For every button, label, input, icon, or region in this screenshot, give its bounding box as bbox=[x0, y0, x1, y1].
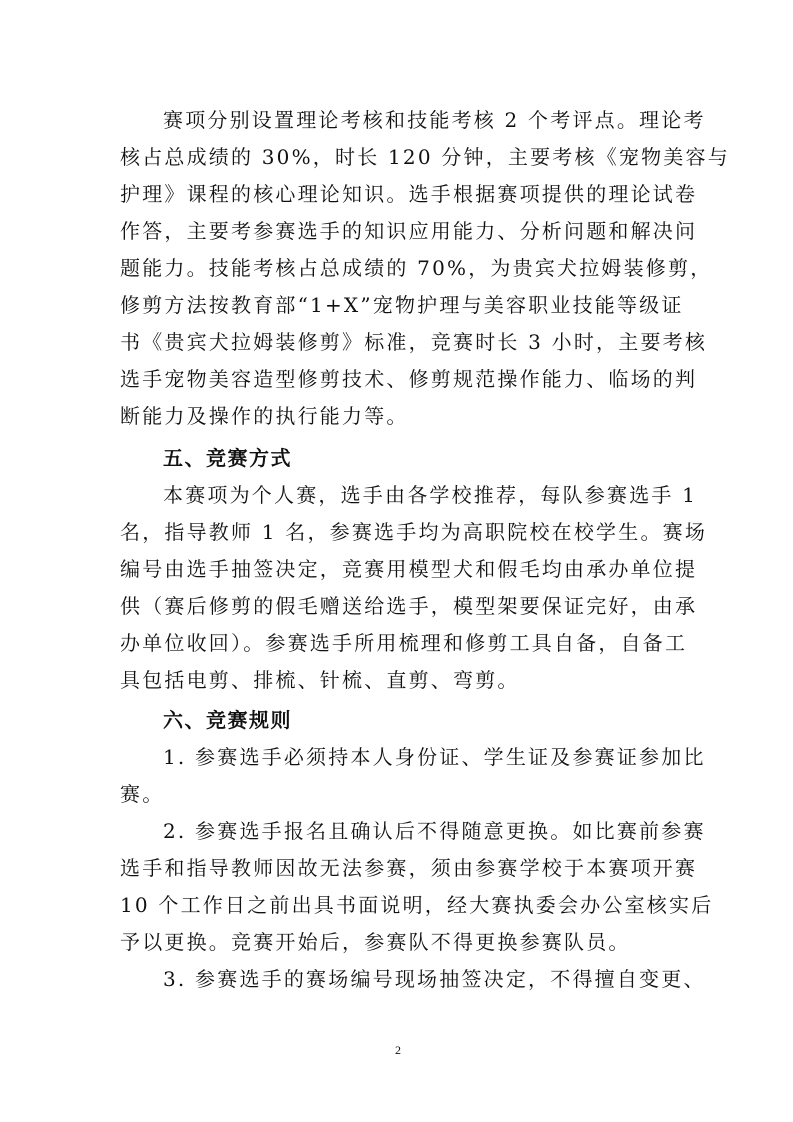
paragraph-line: 断能力及操作的执行能力等。 bbox=[120, 404, 409, 428]
section-heading: 六、竞赛规则 bbox=[163, 708, 292, 732]
paragraph-line: 赛项分别设置理论考核和技能考核 2 个考评点。理论考 bbox=[163, 108, 706, 132]
paragraph-line: 核占总成绩的 30%，时长 120 分钟，主要考核《宠物美容与 bbox=[120, 145, 730, 169]
paragraph-line: 具包括电剪、排梳、针梳、直剪、弯剪。 bbox=[120, 668, 520, 692]
paragraph-line: 办单位收回）。参赛选手所用梳理和修剪工具自备，自备工 bbox=[120, 631, 688, 655]
paragraph-line: 1. 参赛选手必须持本人身份证、学生证及参赛证参加比 bbox=[163, 745, 706, 769]
paragraph-line: 2. 参赛选手报名且确认后不得随意更换。如比赛前参赛 bbox=[163, 819, 706, 843]
paragraph-line: 书《贵宾犬拉姆装修剪》标准，竞赛时长 3 小时，主要考核 bbox=[120, 330, 708, 354]
paragraph-line: 修剪方法按教育部“1+X”宠物护理与美容职业技能等级证 bbox=[120, 293, 684, 317]
paragraph-line: 供（赛后修剪的假毛赠送给选手，模型架要保证完好，由承 bbox=[120, 594, 698, 618]
section-heading: 五、竞赛方式 bbox=[163, 446, 292, 470]
page-number: 2 bbox=[395, 1043, 401, 1057]
paragraph-line: 本赛项为个人赛，选手由各学校推荐，每队参赛选手 1 bbox=[163, 483, 698, 507]
paragraph-line: 名，指导教师 1 名，参赛选手均为高职院校在校学生。赛场 bbox=[120, 520, 708, 544]
paragraph-line: 护理》课程的核心理论知识。选手根据赛项提供的理论试卷 bbox=[120, 182, 698, 206]
paragraph-line: 赛。 bbox=[120, 782, 165, 806]
paragraph-line: 10 个工作日之前出具书面说明，经大赛执委会办公室核实后 bbox=[120, 893, 714, 917]
paragraph-line: 题能力。技能考核占总成绩的 70%，为贵宾犬拉姆装修剪， bbox=[120, 256, 713, 280]
paragraph-line: 选手和指导教师因故无法参赛，须由参赛学校于本赛项开赛 bbox=[120, 856, 698, 880]
paragraph-line: 3. 参赛选手的赛场编号现场抽签决定，不得擅自变更、 bbox=[163, 967, 706, 991]
paragraph-line: 予以更换。竞赛开始后，参赛队不得更换参赛队员。 bbox=[120, 930, 631, 954]
paragraph-line: 编号由选手抽签决定，竞赛用模型犬和假毛均由承办单位提 bbox=[120, 557, 698, 581]
paragraph-line: 选手宠物美容造型修剪技术、修剪规范操作能力、临场的判 bbox=[120, 367, 698, 391]
paragraph-line: 作答，主要考参赛选手的知识应用能力、分析问题和解决问 bbox=[120, 219, 698, 243]
